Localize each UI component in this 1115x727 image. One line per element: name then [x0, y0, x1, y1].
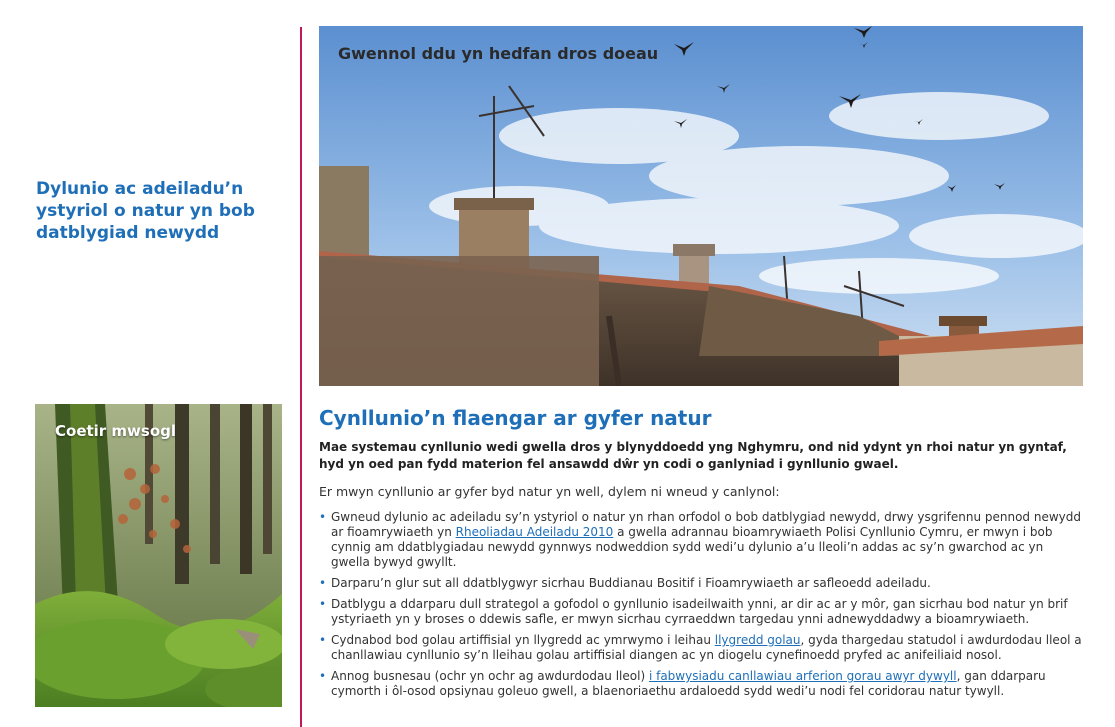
photo-caption: Coetir mwsogl — [55, 422, 177, 440]
section-divider — [300, 27, 302, 727]
recommendations-list — [319, 510, 1083, 699]
list-item — [319, 597, 1083, 627]
section-heading: Cynllunio’n flaengar ar gyfer natur — [319, 406, 712, 430]
list-item-text: Cydnabod bod golau artiffisial yn llygredd ac ymrwymo i leihau — [331, 633, 715, 647]
list-item-text: a gwella adrannau bioamrywiaeth Polisi Cynllunio Cymru, er mwyn i bob cynnig am ddatblygiadau newydd gynnwys nodweddion sydd wedi’u dylunio a’u lleoli’n addas ac sy’n gwarchod ac yn gwella bywyd gwyllt. — [331, 525, 1053, 569]
rooftops-swifts-photo — [319, 26, 1083, 386]
list-item — [319, 669, 1083, 699]
photo-caption: Gwennol ddu yn hedfan dros doeau — [338, 44, 659, 63]
list-item — [319, 510, 1083, 570]
bullet-icon: • — [319, 576, 327, 590]
bullet-icon: • — [319, 633, 327, 647]
mossy-woodland-photo — [35, 404, 282, 707]
intro-paragraph: Mae systemau cynllunio wedi gwella dros y blynyddoedd yng Nghymru, ond nid ydynt yn rhoi natur yn gyntaf, hyd yn oed pan fydd materion fel ansawdd dŵr yn codi o ganlyniad i gynllunio gwael. — [319, 440, 1067, 471]
list-item — [319, 633, 1083, 663]
pull-quote: Dylunio ac adeiladu’n ystyriol o natur yn bob datblygiad newydd — [36, 179, 255, 243]
building-regulations-link[interactable]: Rheoliadau Adeiladu 2010 — [455, 525, 614, 539]
list-item-text: Darparu’n glur sut all ddatblygwyr sicrhau Buddianau Bositif i Fioamrywiaeth ar safleoedd adeiladu. — [331, 576, 931, 590]
list-item-text: Annog busnesau (ochr yn ochr ag awdurdodau lleol) — [331, 669, 649, 683]
bullet-icon: • — [319, 510, 327, 524]
list-item-text: Datblygu a ddarparu dull strategol a gofodol o gynllunio isadeilwaith ynni, ar dir ac ar y môr, gan sicrhau bod natur yn brif ystyriaeth yn y broses o ddewis safle, er mwyn sicrhau cyrraeddwn targedau ynni adnewyddadwy a bioamrywiaeth. — [331, 597, 1068, 626]
light-pollution-link[interactable]: llygredd golau — [714, 633, 801, 647]
lead-paragraph: Er mwyn cynllunio ar gyfer byd natur yn well, dylem ni wneud y canlynol: — [319, 484, 780, 499]
list-item-text: , gan ddarparu cymorth i ôl-osod opsiynau goleuo gwell, a blaenoriaethu ardaloedd sydd wedi’u nodi fel coridorau natur tywyll. — [331, 669, 1046, 698]
list-item — [319, 576, 1083, 591]
list-item-text: , gyda thargedau statudol i awdurdodau lleol a chanllawiau cynllunio sy’n lleihau golau artiffisial diangen ac yn diogelu cynefinoedd pryfed ac anifeiliaid nosol. — [331, 633, 1082, 662]
bullet-icon: • — [319, 597, 327, 611]
rooftops-illustration — [319, 26, 1083, 386]
list-item-text: Gwneud dylunio ac adeiladu sy’n ystyriol o natur yn rhan orfodol o bob datblygiad newydd, drwy ysgrifennu pennod newydd ar fioamrywiaeth yn — [331, 510, 1081, 539]
woodland-illustration — [35, 404, 282, 707]
dark-sky-guidance-link[interactable]: i fabwysiadu canllawiau arferion gorau awyr dywyll — [648, 669, 957, 683]
main-content — [319, 404, 1083, 705]
bullet-icon: • — [319, 669, 327, 683]
